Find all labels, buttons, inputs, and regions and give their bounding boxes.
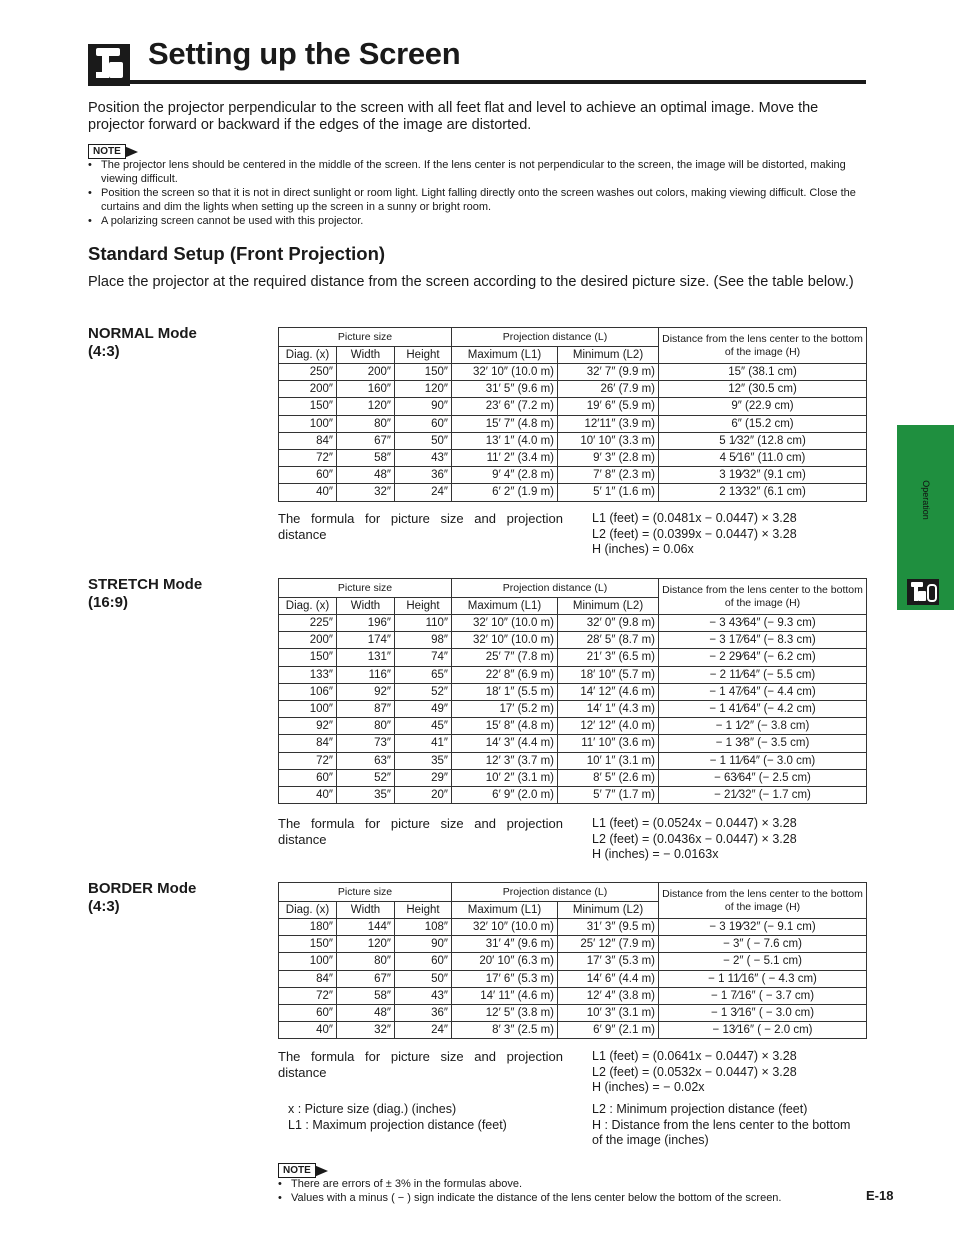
- table-cell: 60″: [279, 769, 337, 786]
- table-cell: − 2 29⁄64″ (− 6.2 cm): [659, 649, 867, 666]
- table-cell: 25′ 7″ (7.8 m): [452, 649, 558, 666]
- table-cell: 15″ (38.1 cm): [659, 364, 867, 381]
- header-picture-size: Picture size: [279, 579, 452, 598]
- table-cell: − 3 17⁄64″ (− 8.3 cm): [659, 632, 867, 649]
- table-cell: 196″: [337, 615, 395, 632]
- note-item: • Position the screen so that it is not in direct sunlight or room light. Light falling directly onto the screen washes out colors, making viewing difficult. Close the curtains and dim the lights when setting up the screen in a sunny or bright room.: [88, 186, 868, 214]
- header-lens-center: Distance from the lens center to the bottom of the image (H): [659, 328, 867, 364]
- stretch-formula-text: The formula for picture size and projection distance: [278, 816, 563, 847]
- table-cell: 17′ 3″ (5.3 m): [558, 953, 659, 970]
- table-cell: 31′ 3″ (9.5 m): [558, 919, 659, 936]
- table-cell: 5′ 7″ (1.7 m): [558, 786, 659, 803]
- table-cell: 45″: [395, 718, 452, 735]
- table-cell: 20′ 10″ (6.3 m): [452, 953, 558, 970]
- legend-x: x : Picture size (diag.) (inches): [288, 1102, 457, 1116]
- table-row: [279, 735, 867, 752]
- table-cell: 48″: [337, 467, 395, 484]
- table-row: [279, 449, 867, 466]
- note-badge: [88, 144, 138, 159]
- table-cell: 12′11″ (3.9 m): [558, 415, 659, 432]
- header-lens-center: Distance from the lens center to the bottom of the image (H): [659, 579, 867, 615]
- table-cell: 31′ 5″ (9.6 m): [452, 381, 558, 398]
- table-row: [279, 398, 867, 415]
- table-row: [279, 718, 867, 735]
- table-cell: 14′ 6″ (4.4 m): [558, 970, 659, 987]
- table-cell: 5 1⁄32″ (12.8 cm): [659, 432, 867, 449]
- table-cell: 32′ 10″ (10.0 m): [452, 919, 558, 936]
- operation-hand-icon: [907, 579, 939, 605]
- table-cell: − 1 11⁄16″ ( − 4.3 cm): [659, 970, 867, 987]
- table-row: [279, 615, 867, 632]
- table-cell: 72″: [279, 752, 337, 769]
- table-cell: 32′ 10″ (10.0 m): [452, 632, 558, 649]
- table-cell: 25′ 12″ (7.9 m): [558, 936, 659, 953]
- normal-mode-label: [88, 325, 197, 361]
- table-cell: 6″ (15.2 cm): [659, 415, 867, 432]
- header-height: Height: [395, 598, 452, 615]
- table-cell: 150″: [395, 364, 452, 381]
- table-cell: 180″: [279, 919, 337, 936]
- border-mode-label: [88, 880, 196, 916]
- header-width: Width: [337, 347, 395, 364]
- table-cell: 5′ 1″ (1.6 m): [558, 484, 659, 501]
- table-cell: 17′ (5.2 m): [452, 700, 558, 717]
- table-cell: − 3 19⁄32″ (− 9.1 cm): [659, 919, 867, 936]
- table-row: [279, 432, 867, 449]
- table-header-row: [279, 579, 867, 598]
- formula-l2: L2 (feet) = (0.0436x − 0.0447) × 3.28: [592, 831, 797, 846]
- header-projection-distance: Projection distance (L): [452, 328, 659, 347]
- note-badge-bottom: [278, 1163, 328, 1178]
- intro-text: Position the projector perpendicular to the screen with all feet flat and level to achieve an optimal image. Move the projector forward or backward if the edges of the image are distorted.: [88, 100, 819, 133]
- header-height: Height: [395, 347, 452, 364]
- section-title: Standard Setup (Front Projection): [88, 243, 386, 264]
- table-cell: 12′ 5″ (3.8 m): [452, 1004, 558, 1021]
- table-row: [279, 752, 867, 769]
- table-cell: 12′ 3″ (3.7 m): [452, 752, 558, 769]
- header-diag: Diag. (x): [279, 902, 337, 919]
- table-cell: 100″: [279, 700, 337, 717]
- header-picture-size: Picture size: [279, 883, 452, 902]
- table-cell: 4 5⁄16″ (11.0 cm): [659, 449, 867, 466]
- table-cell: 41″: [395, 735, 452, 752]
- table-cell: − 1 7⁄16″ ( − 3.7 cm): [659, 987, 867, 1004]
- header-minimum: Minimum (L2): [558, 347, 659, 364]
- table-cell: 73″: [337, 735, 395, 752]
- table-cell: 12′ 12″ (4.0 m): [558, 718, 659, 735]
- table-cell: − 1 3⁄8″ (− 3.5 cm): [659, 735, 867, 752]
- title-rule: [88, 80, 866, 84]
- table-cell: 80″: [337, 953, 395, 970]
- table-cell: 144″: [337, 919, 395, 936]
- formula-l1: L1 (feet) = (0.0481x − 0.0447) × 3.28: [592, 511, 797, 525]
- formula-l1: L1 (feet) = (0.0641x − 0.0447) × 3.28: [592, 1049, 797, 1063]
- table-row: [279, 649, 867, 666]
- table-row: [279, 632, 867, 649]
- table-cell: 7′ 8″ (2.3 m): [558, 467, 659, 484]
- table-cell: 9″ (22.9 cm): [659, 398, 867, 415]
- table-cell: 14′ 3″ (4.4 m): [452, 735, 558, 752]
- header-lens-center: Distance from the lens center to the bottom of the image (H): [659, 883, 867, 919]
- table-cell: 10′ 2″ (3.1 m): [452, 769, 558, 786]
- table-cell: 72″: [279, 449, 337, 466]
- table-cell: 50″: [395, 432, 452, 449]
- table-cell: 12″ (30.5 cm): [659, 381, 867, 398]
- mode-label-line: (16:9): [88, 594, 129, 611]
- mode-label-line: (4:3): [88, 898, 120, 915]
- table-cell: 108″: [395, 919, 452, 936]
- table-cell: 31′ 4″ (9.6 m): [452, 936, 558, 953]
- table-cell: 110″: [395, 615, 452, 632]
- table-header-row: [279, 328, 867, 347]
- header-diag: Diag. (x): [279, 347, 337, 364]
- table-cell: 32′ 7″ (9.9 m): [558, 364, 659, 381]
- table-cell: 24″: [395, 484, 452, 501]
- table-cell: 40″: [279, 786, 337, 803]
- header-minimum: Minimum (L2): [558, 598, 659, 615]
- table-cell: 6′ 9″ (2.0 m): [452, 786, 558, 803]
- formula-l2: L2 (feet) = (0.0532x − 0.0447) × 3.28: [592, 1064, 797, 1079]
- mode-label-line: BORDER Mode: [88, 880, 197, 897]
- table-cell: 120″: [337, 398, 395, 415]
- table-cell: 11′ 2″ (3.4 m): [452, 449, 558, 466]
- table-cell: 43″: [395, 987, 452, 1004]
- header-width: Width: [337, 902, 395, 919]
- table-cell: 120″: [337, 936, 395, 953]
- page-number: E-18: [866, 1188, 894, 1203]
- note-item: • Values with a minus ( − ) sign indicate the distance of the lens center below the bottom of the screen.: [278, 1191, 868, 1205]
- note-arrow-icon: [314, 1165, 328, 1177]
- table-cell: 32″: [337, 1022, 395, 1039]
- stretch-mode-table: [278, 578, 867, 804]
- table-cell: 18′ 1″ (5.5 m): [452, 683, 558, 700]
- formula-h: H (inches) = 0.06x: [592, 542, 694, 556]
- table-cell: − 2 11⁄64″ (− 5.5 cm): [659, 666, 867, 683]
- table-cell: 10′ 10″ (3.3 m): [558, 432, 659, 449]
- table-cell: 74″: [395, 649, 452, 666]
- table-cell: 133″: [279, 666, 337, 683]
- table-cell: − 21⁄32″ (− 1.7 cm): [659, 786, 867, 803]
- mode-label-line: STRETCH Mode: [88, 576, 203, 593]
- table-row: [279, 364, 867, 381]
- formula-l1: L1 (feet) = (0.0524x − 0.0447) × 3.28: [592, 816, 797, 830]
- table-row: [279, 666, 867, 683]
- legend-l1: L1 : Maximum projection distance (feet): [288, 1117, 507, 1132]
- table-cell: 8′ 5″ (2.6 m): [558, 769, 659, 786]
- table-cell: − 3″ ( − 7.6 cm): [659, 936, 867, 953]
- table-cell: 84″: [279, 970, 337, 987]
- table-row: [279, 484, 867, 501]
- table-cell: − 1 11⁄64″ (− 3.0 cm): [659, 752, 867, 769]
- border-formulas: [592, 1049, 872, 1096]
- table-cell: 87″: [337, 700, 395, 717]
- table-row: [279, 467, 867, 484]
- table-cell: 48″: [337, 1004, 395, 1021]
- page-title: Setting up the Screen: [148, 36, 461, 71]
- table-cell: 90″: [395, 936, 452, 953]
- table-cell: 13′ 1″ (4.0 m): [452, 432, 558, 449]
- mode-label-line: (4:3): [88, 343, 120, 360]
- table-row: [279, 936, 867, 953]
- table-cell: 200″: [337, 364, 395, 381]
- table-cell: − 1 41⁄64″ (− 4.2 cm): [659, 700, 867, 717]
- table-cell: 60″: [279, 1004, 337, 1021]
- table-cell: 21′ 3″ (6.5 m): [558, 649, 659, 666]
- note-arrow-icon: [124, 146, 138, 158]
- table-cell: 2 13⁄32″ (6.1 cm): [659, 484, 867, 501]
- table-cell: 40″: [279, 1022, 337, 1039]
- table-cell: 35″: [337, 786, 395, 803]
- header-projection-distance: Projection distance (L): [452, 579, 659, 598]
- table-cell: 40″: [279, 484, 337, 501]
- table-row: [279, 381, 867, 398]
- table-cell: 49″: [395, 700, 452, 717]
- table-cell: − 1 47⁄64″ (− 4.4 cm): [659, 683, 867, 700]
- table-row: [279, 970, 867, 987]
- table-cell: 90″: [395, 398, 452, 415]
- header-maximum: Maximum (L1): [452, 902, 558, 919]
- table-cell: 60″: [395, 953, 452, 970]
- table-cell: 100″: [279, 953, 337, 970]
- table-cell: 150″: [279, 649, 337, 666]
- table-cell: 250″: [279, 364, 337, 381]
- table-cell: 116″: [337, 666, 395, 683]
- normal-mode-table: [278, 327, 867, 502]
- table-cell: 84″: [279, 735, 337, 752]
- table-cell: − 13⁄16″ ( − 2.0 cm): [659, 1022, 867, 1039]
- table-cell: − 2″ ( − 5.1 cm): [659, 953, 867, 970]
- table-row: [279, 987, 867, 1004]
- table-cell: − 1 1⁄2″ (− 3.8 cm): [659, 718, 867, 735]
- table-cell: 3 19⁄32″ (9.1 cm): [659, 467, 867, 484]
- table-cell: 14′ 11″ (4.6 m): [452, 987, 558, 1004]
- side-tab-label-wrap: [897, 425, 954, 575]
- table-cell: 67″: [337, 970, 395, 987]
- table-cell: 100″: [279, 415, 337, 432]
- table-cell: 58″: [337, 987, 395, 1004]
- table-cell: 120″: [395, 381, 452, 398]
- stretch-mode-label: [88, 576, 202, 612]
- table-header-row: [279, 883, 867, 902]
- table-cell: 10′ 3″ (3.1 m): [558, 1004, 659, 1021]
- table-cell: 60″: [279, 467, 337, 484]
- table-cell: 11′ 10″ (3.6 m): [558, 735, 659, 752]
- table-cell: 15′ 8″ (4.8 m): [452, 718, 558, 735]
- table-cell: − 3 43⁄64″ (− 9.3 cm): [659, 615, 867, 632]
- table-row: [279, 953, 867, 970]
- table-cell: 35″: [395, 752, 452, 769]
- header-projection-distance: Projection distance (L): [452, 883, 659, 902]
- table-cell: 14′ 12″ (4.6 m): [558, 683, 659, 700]
- header-height: Height: [395, 902, 452, 919]
- table-cell: 131″: [337, 649, 395, 666]
- normal-formula-text: The formula for picture size and projection distance: [278, 511, 563, 542]
- section-intro: Place the projector at the required distance from the screen according to the desired picture size. (See the table below.): [88, 274, 854, 290]
- table-cell: 160″: [337, 381, 395, 398]
- header-width: Width: [337, 598, 395, 615]
- table-cell: 60″: [395, 415, 452, 432]
- table-cell: 43″: [395, 449, 452, 466]
- formula-h: H (inches) = − 0.02x: [592, 1080, 705, 1094]
- table-row: [279, 769, 867, 786]
- notes-list: [88, 158, 868, 228]
- table-cell: 200″: [279, 381, 337, 398]
- table-cell: 98″: [395, 632, 452, 649]
- table-cell: 14′ 1″ (4.3 m): [558, 700, 659, 717]
- table-cell: 150″: [279, 936, 337, 953]
- table-cell: 22′ 8″ (6.9 m): [452, 666, 558, 683]
- header-maximum: Maximum (L1): [452, 598, 558, 615]
- side-tab-label: Operation: [920, 480, 931, 520]
- bottom-notes-list: [278, 1177, 868, 1205]
- table-cell: 150″: [279, 398, 337, 415]
- table-cell: 84″: [279, 432, 337, 449]
- table-cell: 10′ 1″ (3.1 m): [558, 752, 659, 769]
- table-cell: − 1 3⁄16″ ( − 3.0 cm): [659, 1004, 867, 1021]
- table-cell: 6′ 2″ (1.9 m): [452, 484, 558, 501]
- note-item: • A polarizing screen cannot be used with this projector.: [88, 214, 868, 228]
- note-item: • There are errors of ± 3% in the formulas above.: [278, 1177, 868, 1191]
- legend-right: [592, 1102, 852, 1149]
- table-cell: 32′ 10″ (10.0 m): [452, 364, 558, 381]
- table-row: [279, 786, 867, 803]
- table-cell: 29″: [395, 769, 452, 786]
- normal-formulas: [592, 511, 872, 558]
- legend-left: [288, 1102, 578, 1133]
- table-cell: 28′ 5″ (8.7 m): [558, 632, 659, 649]
- table-cell: 19′ 6″ (5.9 m): [558, 398, 659, 415]
- header-minimum: Minimum (L2): [558, 902, 659, 919]
- formula-l2: L2 (feet) = (0.0399x − 0.0447) × 3.28: [592, 526, 797, 541]
- table-cell: 9′ 3″ (2.8 m): [558, 449, 659, 466]
- table-cell: 36″: [395, 1004, 452, 1021]
- table-cell: 63″: [337, 752, 395, 769]
- formula-h: H (inches) = − 0.0163x: [592, 847, 719, 861]
- table-row: [279, 415, 867, 432]
- table-cell: 15′ 7″ (4.8 m): [452, 415, 558, 432]
- table-cell: 8′ 3″ (2.5 m): [452, 1022, 558, 1039]
- table-cell: 50″: [395, 970, 452, 987]
- table-cell: 18′ 10″ (5.7 m): [558, 666, 659, 683]
- table-cell: 67″: [337, 432, 395, 449]
- table-row: [279, 1022, 867, 1039]
- legend-h: H : Distance from the lens center to the bottom of the image (inches): [592, 1117, 851, 1147]
- table-cell: 80″: [337, 718, 395, 735]
- table-cell: 58″: [337, 449, 395, 466]
- table-cell: 32′ 0″ (9.8 m): [558, 615, 659, 632]
- table-cell: 52″: [337, 769, 395, 786]
- table-cell: 36″: [395, 467, 452, 484]
- table-cell: 80″: [337, 415, 395, 432]
- mode-label-line: NORMAL Mode: [88, 325, 197, 342]
- table-cell: 92″: [337, 683, 395, 700]
- table-cell: 12′ 4″ (3.8 m): [558, 987, 659, 1004]
- table-cell: 225″: [279, 615, 337, 632]
- table-cell: 20″: [395, 786, 452, 803]
- header-picture-size: Picture size: [279, 328, 452, 347]
- table-row: [279, 1004, 867, 1021]
- table-cell: 92″: [279, 718, 337, 735]
- table-cell: 32″: [337, 484, 395, 501]
- stretch-formulas: [592, 816, 872, 863]
- note-label: NOTE: [278, 1163, 316, 1178]
- table-cell: 32′ 10″ (10.0 m): [452, 615, 558, 632]
- table-cell: 6′ 9″ (2.1 m): [558, 1022, 659, 1039]
- table-row: [279, 683, 867, 700]
- table-cell: 174″: [337, 632, 395, 649]
- table-row: [279, 700, 867, 717]
- table-row: [279, 919, 867, 936]
- table-cell: 24″: [395, 1022, 452, 1039]
- table-cell: − 63⁄64″ (− 2.5 cm): [659, 769, 867, 786]
- table-cell: 23′ 6″ (7.2 m): [452, 398, 558, 415]
- table-cell: 26′ (7.9 m): [558, 381, 659, 398]
- table-cell: 200″: [279, 632, 337, 649]
- table-cell: 17′ 6″ (5.3 m): [452, 970, 558, 987]
- header-diag: Diag. (x): [279, 598, 337, 615]
- table-cell: 72″: [279, 987, 337, 1004]
- table-cell: 52″: [395, 683, 452, 700]
- table-cell: 65″: [395, 666, 452, 683]
- border-mode-table: [278, 882, 867, 1039]
- table-cell: 9′ 4″ (2.8 m): [452, 467, 558, 484]
- legend-l2: L2 : Minimum projection distance (feet): [592, 1102, 808, 1116]
- border-formula-text: The formula for picture size and projection distance: [278, 1049, 563, 1080]
- note-label: NOTE: [88, 144, 126, 159]
- table-cell: 106″: [279, 683, 337, 700]
- note-item: • The projector lens should be centered in the middle of the screen. If the lens center is not perpendicular to the screen, the image will be distorted, making viewing difficult.: [88, 158, 868, 186]
- header-maximum: Maximum (L1): [452, 347, 558, 364]
